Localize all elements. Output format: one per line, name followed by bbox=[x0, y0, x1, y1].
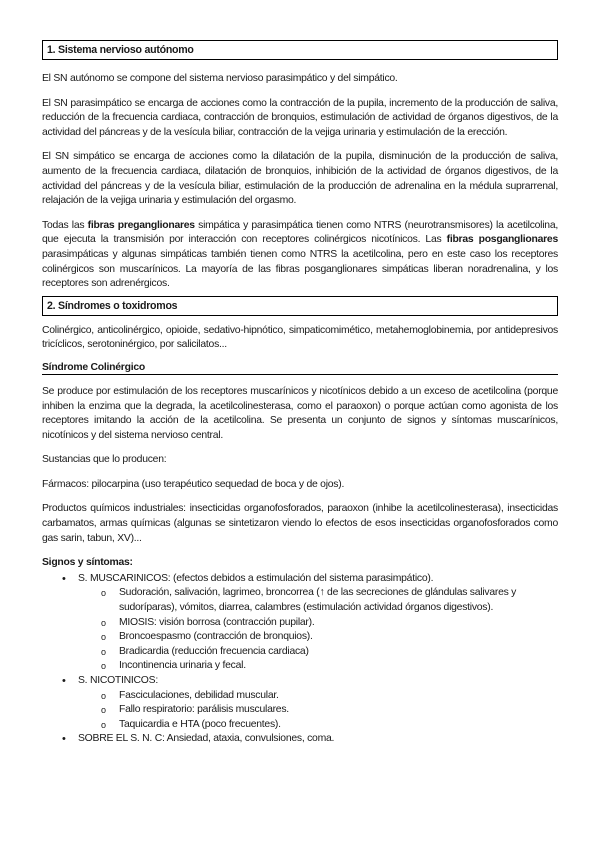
s2-paragraph-1: Colinérgico, anticolinérgico, opioide, sedativo-hipnótico, simpaticomimético, metahemoglobinemia, por antidepresivos tricíclicos, serotoninérgico, por salicilatos... bbox=[42, 324, 558, 351]
signs-list bbox=[42, 572, 558, 747]
s1-paragraph-4 bbox=[42, 219, 558, 292]
cns-item: • SOBRE EL S. N. C: Ansiedad, ataxia, convulsiones, coma. bbox=[42, 732, 558, 747]
s1-paragraph-3: El SN simpático se encarga de acciones como la dilatación de la pupila, disminución de la producción de saliva, aumento de la frecuencia cardiaca, dilatación de bronquios, inhibición de la actividad de órganos digestivos, de la actividad del páncreas y de la vesícula biliar, estimulación de la producción de adrenalina en la médula suprarrenal, relajación de la vejiga urinaria y estimulación del orgasmo. bbox=[42, 151, 558, 207]
s1-p4-text-a: Todas las bbox=[42, 219, 88, 231]
s2-paragraph-4: Fármacos: pilocarpina (uso terapéutico sequedad de boca y de ojos). bbox=[42, 478, 345, 490]
s1-paragraph-1: El SN autónomo se compone del sistema nervioso parasimpático y del simpático. bbox=[42, 73, 398, 84]
muscarinic-sub-4: o Bradicardia (reducción frecuencia cardiaca) bbox=[42, 645, 558, 660]
muscarinic-sub-3: o Broncoespasmo (contracción de bronquios). bbox=[42, 630, 558, 645]
s2-paragraph-2: Se produce por estimulación de los receptores muscarínicos y nicotínicos debido a un exceso de acetilcolina (porque inhiben la enzima que la degrada, la acetilcolinesterasa, como el paraoxon) o porque actúan como agonista de los receptores imitando la acción de la acetilcolina. Se presenta un conjunto de signos y síntomas muscarínicos, nicotínicos y del sistema nervioso central. bbox=[42, 385, 558, 441]
document-page bbox=[42, 40, 558, 747]
s1-p4-text-e: parasimpáticas y algunas simpáticas también tienen como NTRS la acetilcolina, pero en este caso los receptores colinérgicos son muscarínicos. La mayoría de las fibras posganglionares simpáticas liberan noradrenalina, y los receptores son adrenérgicos. bbox=[42, 248, 558, 290]
section-2-title: 2. Síndromes o toxidromos bbox=[42, 296, 558, 316]
signs-title: Signos y síntomas: bbox=[42, 557, 133, 569]
nicotinic-item: • S. NICOTINICOS: bbox=[42, 674, 558, 689]
cholinergic-subtitle: Síndrome Colinérgico bbox=[42, 361, 145, 373]
nicotinic-sub-2: o Fallo respiratorio: parálisis musculares. bbox=[42, 703, 558, 718]
nicotinic-sub-1: o Fasciculaciones, debilidad muscular. bbox=[42, 689, 558, 704]
s1-p4-text-c: simpática y parasimpática tienen como NTRS (neurotransmisores) la acetilcolina, que ejecuta la transmisión por interacción con receptores colinérgicos nicotínicos. Las bbox=[42, 219, 558, 246]
section-1-title: 1. Sistema nervioso autónomo bbox=[42, 40, 558, 60]
nicotinic-sub-3: o Taquicardia e HTA (poco frecuentes). bbox=[42, 718, 558, 733]
term-postganglionic: fibras posganglionares bbox=[446, 234, 558, 246]
muscarinic-sub-2: o MIOSIS: visión borrosa (contracción pupilar). bbox=[42, 616, 558, 631]
muscarinic-item: • S. MUSCARINICOS: (efectos debidos a estimulación del sistema parasimpático). bbox=[42, 572, 558, 587]
subtitle-divider bbox=[42, 374, 558, 375]
term-preganglionic: fibras preganglionares bbox=[87, 219, 195, 231]
muscarinic-sub-1: o Sudoración, salivación, lagrimeo, broncorrea (↑ de las secreciones de glándulas salivares y sudoríparas), vómitos, diarrea, calambres (estimulación actividad órganos digestivos). bbox=[42, 586, 558, 615]
s1-paragraph-2: El SN parasimpático se encarga de acciones como la contracción de la pupila, incremento de la producción de saliva, reducción de la frecuencia cardiaca, contracción de bronquios, estimulación de actividad de órganos digestivos, de la actividad del páncreas y de la vesícula biliar, contracción de la vejiga urinaria y estimulación de la erección. bbox=[42, 97, 558, 138]
s2-paragraph-5: Productos químicos industriales: insecticidas organofosforados, paraoxon (inhibe la acetilcolinesterasa), insecticidas carbamatos, armas químicas (algunas se sintetizaron viendo lo efectos de esos insecticidas organofosforados como gas sarin, tabun, XV)... bbox=[42, 503, 558, 544]
s2-paragraph-3: Sustancias que lo producen: bbox=[42, 454, 167, 466]
muscarinic-sub-5: o Incontinencia urinaria y fecal. bbox=[42, 659, 558, 674]
